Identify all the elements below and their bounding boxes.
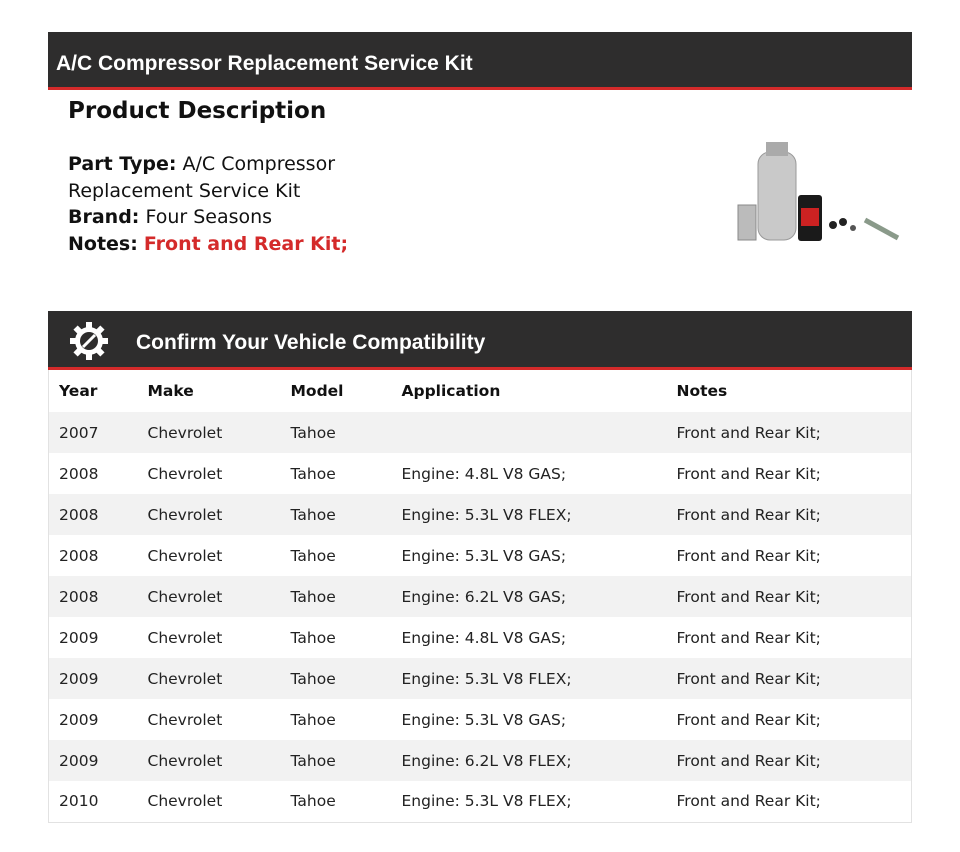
- notes-label: Notes:: [68, 232, 138, 255]
- cell-notes: Front and Rear Kit;: [676, 669, 821, 688]
- cell-make: Chevrolet: [147, 505, 223, 524]
- cell-application: Engine: 4.8L V8 GAS;: [401, 628, 567, 647]
- gear-wrench-icon: [68, 320, 110, 362]
- section-heading: Product Description: [68, 98, 327, 124]
- column-make: Make: [147, 382, 194, 400]
- table-header-row: [49, 370, 912, 412]
- table-row: [49, 535, 912, 576]
- table-row: [49, 412, 912, 453]
- cell-application: Engine: 5.3L V8 GAS;: [401, 546, 567, 565]
- cell-make: Chevrolet: [147, 792, 223, 811]
- table-row: [49, 781, 912, 822]
- table-row: [49, 453, 912, 494]
- cell-year: 2009: [59, 710, 99, 729]
- cell-make: Chevrolet: [147, 751, 223, 770]
- compatibility-title: Confirm Your Vehicle Compatibility: [136, 331, 486, 354]
- cell-notes: Front and Rear Kit;: [676, 710, 821, 729]
- part-type-value: A/C Compressor Replacement Service Kit: [68, 153, 336, 202]
- product-description: [68, 151, 448, 257]
- cell-make: Chevrolet: [147, 669, 223, 688]
- cell-year: 2009: [59, 669, 99, 688]
- cell-make: Chevrolet: [147, 464, 223, 483]
- table-row: [49, 699, 912, 740]
- compatibility-table: [48, 370, 912, 823]
- cell-notes: Front and Rear Kit;: [676, 423, 821, 442]
- cell-make: Chevrolet: [147, 628, 223, 647]
- cell-notes: Front and Rear Kit;: [676, 546, 821, 565]
- title-bar: [48, 32, 912, 90]
- column-application: Application: [401, 382, 501, 400]
- cell-notes: Front and Rear Kit;: [676, 505, 821, 524]
- cell-model: Tahoe: [290, 546, 336, 565]
- column-model: Model: [290, 382, 344, 400]
- compatibility-header: [48, 311, 912, 370]
- column-year: Year: [59, 382, 98, 400]
- cell-make: Chevrolet: [147, 546, 223, 565]
- cell-model: Tahoe: [290, 628, 336, 647]
- product-image: [730, 100, 910, 260]
- cell-application: Engine: 5.3L V8 GAS;: [401, 710, 567, 729]
- cell-application: Engine: 5.3L V8 FLEX;: [401, 505, 572, 524]
- cell-notes: Front and Rear Kit;: [676, 587, 821, 606]
- table-row: [49, 740, 912, 781]
- cell-year: 2008: [59, 505, 99, 524]
- cell-application: [392, 412, 667, 453]
- cell-model: Tahoe: [290, 792, 336, 811]
- cell-notes: Front and Rear Kit;: [676, 464, 821, 483]
- cell-application: Engine: 6.2L V8 GAS;: [401, 587, 567, 606]
- table-row: [49, 617, 912, 658]
- brand-label: Brand:: [68, 206, 140, 228]
- cell-make: Chevrolet: [147, 710, 223, 729]
- cell-application: Engine: 5.3L V8 FLEX;: [401, 792, 572, 811]
- cell-model: Tahoe: [290, 423, 336, 442]
- cell-year: 2009: [59, 751, 99, 770]
- cell-make: Chevrolet: [147, 423, 223, 442]
- cell-model: Tahoe: [290, 587, 336, 606]
- notes-value: Front and Rear Kit;: [143, 232, 349, 255]
- table-row: [49, 576, 912, 617]
- cell-notes: Front and Rear Kit;: [676, 792, 821, 811]
- cell-application: Engine: 5.3L V8 FLEX;: [401, 669, 572, 688]
- column-notes: Notes: [676, 382, 728, 400]
- cell-model: Tahoe: [290, 751, 336, 770]
- cell-year: 2009: [59, 628, 99, 647]
- cell-model: Tahoe: [290, 464, 336, 483]
- table-row: [49, 494, 912, 535]
- cell-model: Tahoe: [290, 505, 336, 524]
- brand-value: Four Seasons: [145, 206, 273, 228]
- cell-year: 2010: [59, 792, 99, 811]
- cell-year: 2007: [59, 423, 99, 442]
- cell-application: Engine: 6.2L V8 FLEX;: [401, 751, 572, 770]
- page-title: A/C Compressor Replacement Service Kit: [56, 52, 473, 75]
- cell-year: 2008: [59, 464, 99, 483]
- cell-application: Engine: 4.8L V8 GAS;: [401, 464, 567, 483]
- cell-model: Tahoe: [290, 669, 336, 688]
- part-type-label: Part Type:: [68, 153, 177, 175]
- cell-model: Tahoe: [290, 710, 336, 729]
- cell-notes: Front and Rear Kit;: [676, 751, 821, 770]
- cell-year: 2008: [59, 587, 99, 606]
- cell-notes: Front and Rear Kit;: [676, 628, 821, 647]
- cell-make: Chevrolet: [147, 587, 223, 606]
- table-row: [49, 658, 912, 699]
- cell-year: 2008: [59, 546, 99, 565]
